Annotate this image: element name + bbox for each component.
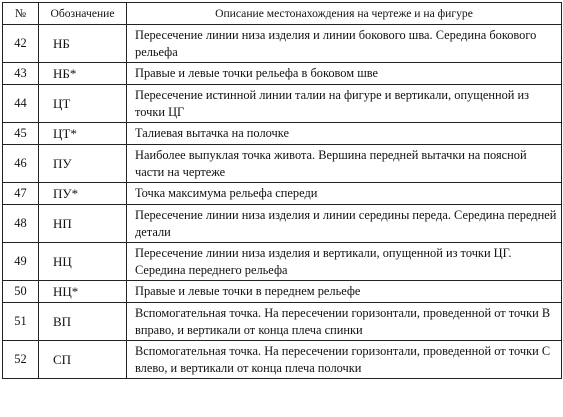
row-number: 45 <box>3 123 39 145</box>
table-row <box>3 205 562 243</box>
table-row <box>3 145 562 183</box>
header-description: Описание местонахождения на чертеже и на фигуре <box>127 3 562 25</box>
table-row <box>3 63 562 85</box>
row-description: Талиевая вытачка на полочке <box>127 123 562 145</box>
table-row <box>3 243 562 281</box>
row-number: 47 <box>3 183 39 205</box>
row-description: Пересечение линии низа изделия и линии середины переда. Середина передней детали <box>127 205 562 243</box>
row-number: 51 <box>3 303 39 341</box>
row-designation: НБ* <box>39 63 127 85</box>
row-designation: СП <box>39 341 127 379</box>
row-number: 52 <box>3 341 39 379</box>
row-description: Правые и левые точки в переднем рельефе <box>127 281 562 303</box>
header-number: № <box>3 3 39 25</box>
row-designation: НЦ <box>39 243 127 281</box>
row-designation: НЦ* <box>39 281 127 303</box>
row-description: Наиболее выпуклая точка живота. Вершина передней вытачки на поясной части на чертеже <box>127 145 562 183</box>
row-number: 44 <box>3 85 39 123</box>
row-designation: ПУ* <box>39 183 127 205</box>
points-table <box>2 2 562 379</box>
row-description: Пересечение линии низа изделия и линии бокового шва. Середина бокового рельефа <box>127 25 562 63</box>
row-designation: ПУ <box>39 145 127 183</box>
row-number: 43 <box>3 63 39 85</box>
row-number: 48 <box>3 205 39 243</box>
row-description: Точка максимума рельефа спереди <box>127 183 562 205</box>
row-description: Пересечение линии низа изделия и вертикали, опущенной из точки ЦГ. Середина переднего рельефа <box>127 243 562 281</box>
row-number: 50 <box>3 281 39 303</box>
row-designation: ЦТ <box>39 85 127 123</box>
table-row <box>3 183 562 205</box>
row-description: Пересечение истинной линии талии на фигуре и вертикали, опущенной из точки ЦГ <box>127 85 562 123</box>
row-designation: НБ <box>39 25 127 63</box>
row-description: Правые и левые точки рельефа в боковом шве <box>127 63 562 85</box>
row-description: Вспомогательная точка. На пересечении горизонтали, проведенной от точки В вправо, и вертикали от конца плеча спинки <box>127 303 562 341</box>
table-row <box>3 341 562 379</box>
row-number: 42 <box>3 25 39 63</box>
row-description: Вспомогательная точка. На пересечении горизонтали, проведенной от точки С влево, и вертикали от конца плеча полочки <box>127 341 562 379</box>
header-designation: Обозначение <box>39 3 127 25</box>
table-row <box>3 123 562 145</box>
table-row <box>3 281 562 303</box>
row-designation: НП <box>39 205 127 243</box>
row-number: 49 <box>3 243 39 281</box>
table-row <box>3 303 562 341</box>
row-designation: ЦТ* <box>39 123 127 145</box>
table-row <box>3 85 562 123</box>
row-designation: ВП <box>39 303 127 341</box>
table-header-row <box>3 3 562 25</box>
table-row <box>3 25 562 63</box>
row-number: 46 <box>3 145 39 183</box>
